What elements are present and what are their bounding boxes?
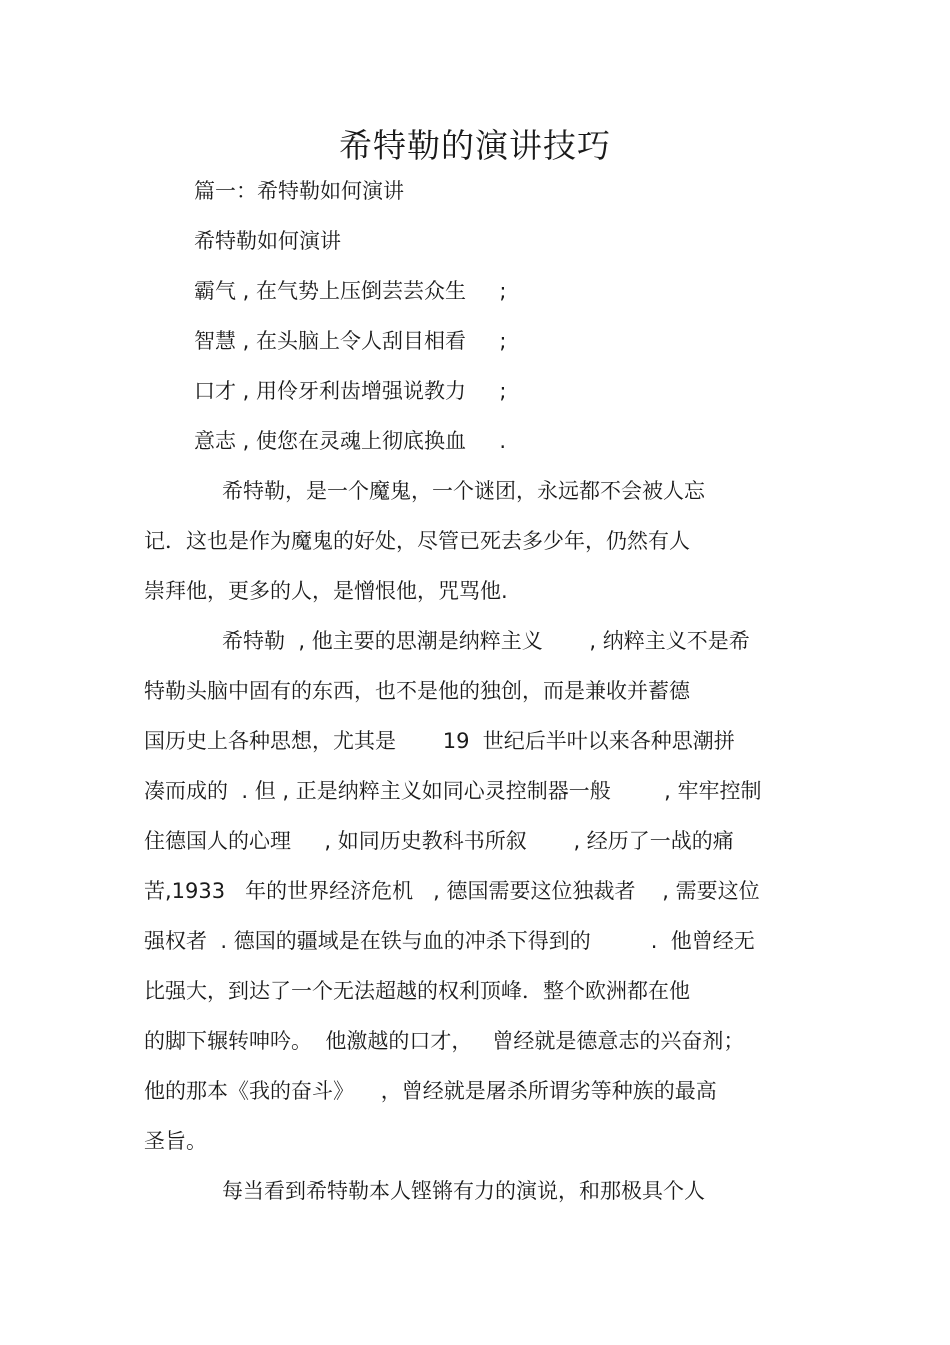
paragraph-line: 的脚下辗转呻吟。 他激越的口才， 曾经就是德意志的兴奋剂； xyxy=(144,1029,745,1053)
paragraph-line: 崇拜他，更多的人，是憎恨他，咒骂他. xyxy=(144,579,508,603)
paragraph-line: 希特勒，是一个魔鬼，一个谜团，永远都不会被人忘 xyxy=(222,479,705,503)
paragraph-line: 希特勒 , 他主要的思潮是纳粹主义 , 纳粹主义不是希 xyxy=(222,629,750,653)
paragraph-line: 每当看到希特勒本人铿锵有力的演说，和那极具个人 xyxy=(222,1179,705,1203)
paragraph-line: 凑而成的 . 但 , 正是纳粹主义如同心灵控制器一般 , 牢牢控制 xyxy=(144,779,762,803)
paragraph-line: 记．这也是作为魔鬼的好处，尽管已死去多少年，仍然有人 xyxy=(144,529,690,553)
list-item: 意志 , 使您在灵魂上彻底换血 . xyxy=(194,429,507,453)
subheading: 希特勒如何演讲 xyxy=(194,229,341,253)
list-item: 口才 , 用伶牙利齿增强说教力 ; xyxy=(194,379,507,403)
document-title: 希特勒的演讲技巧 xyxy=(339,126,611,165)
paragraph-line: 比强大，到达了一个无法超越的权利顶峰．整个欧洲都在他 xyxy=(144,979,690,1003)
list-item: 智慧 , 在头脑上令人刮目相看 ; xyxy=(194,329,507,353)
paragraph-line: 住德国人的心理 , 如同历史教科书所叙 , 经历了一战的痛 xyxy=(144,829,734,853)
paragraph-line: 苦,1933 年的世界经济危机 , 德国需要这位独裁者 , 需要这位 xyxy=(144,879,760,903)
section-heading: 篇一：希特勒如何演讲 xyxy=(194,179,404,203)
paragraph-line: 特勒头脑中固有的东西，也不是他的独创，而是兼收并蓄德 xyxy=(144,679,690,703)
paragraph-line: 强权者 . 德国的疆域是在铁与血的冲杀下得到的 . 他曾经无 xyxy=(144,929,755,953)
list-item: 霸气 , 在气势上压倒芸芸众生 ; xyxy=(194,279,507,303)
paragraph-line: 国历史上各种思想，尤其是 19 世纪后半叶以来各种思潮拼 xyxy=(144,729,735,753)
paragraph-line: 圣旨。 xyxy=(144,1129,207,1153)
paragraph-line: 他的那本《我的奋斗》 ，曾经就是屠杀所谓劣等种族的最高 xyxy=(144,1079,717,1103)
